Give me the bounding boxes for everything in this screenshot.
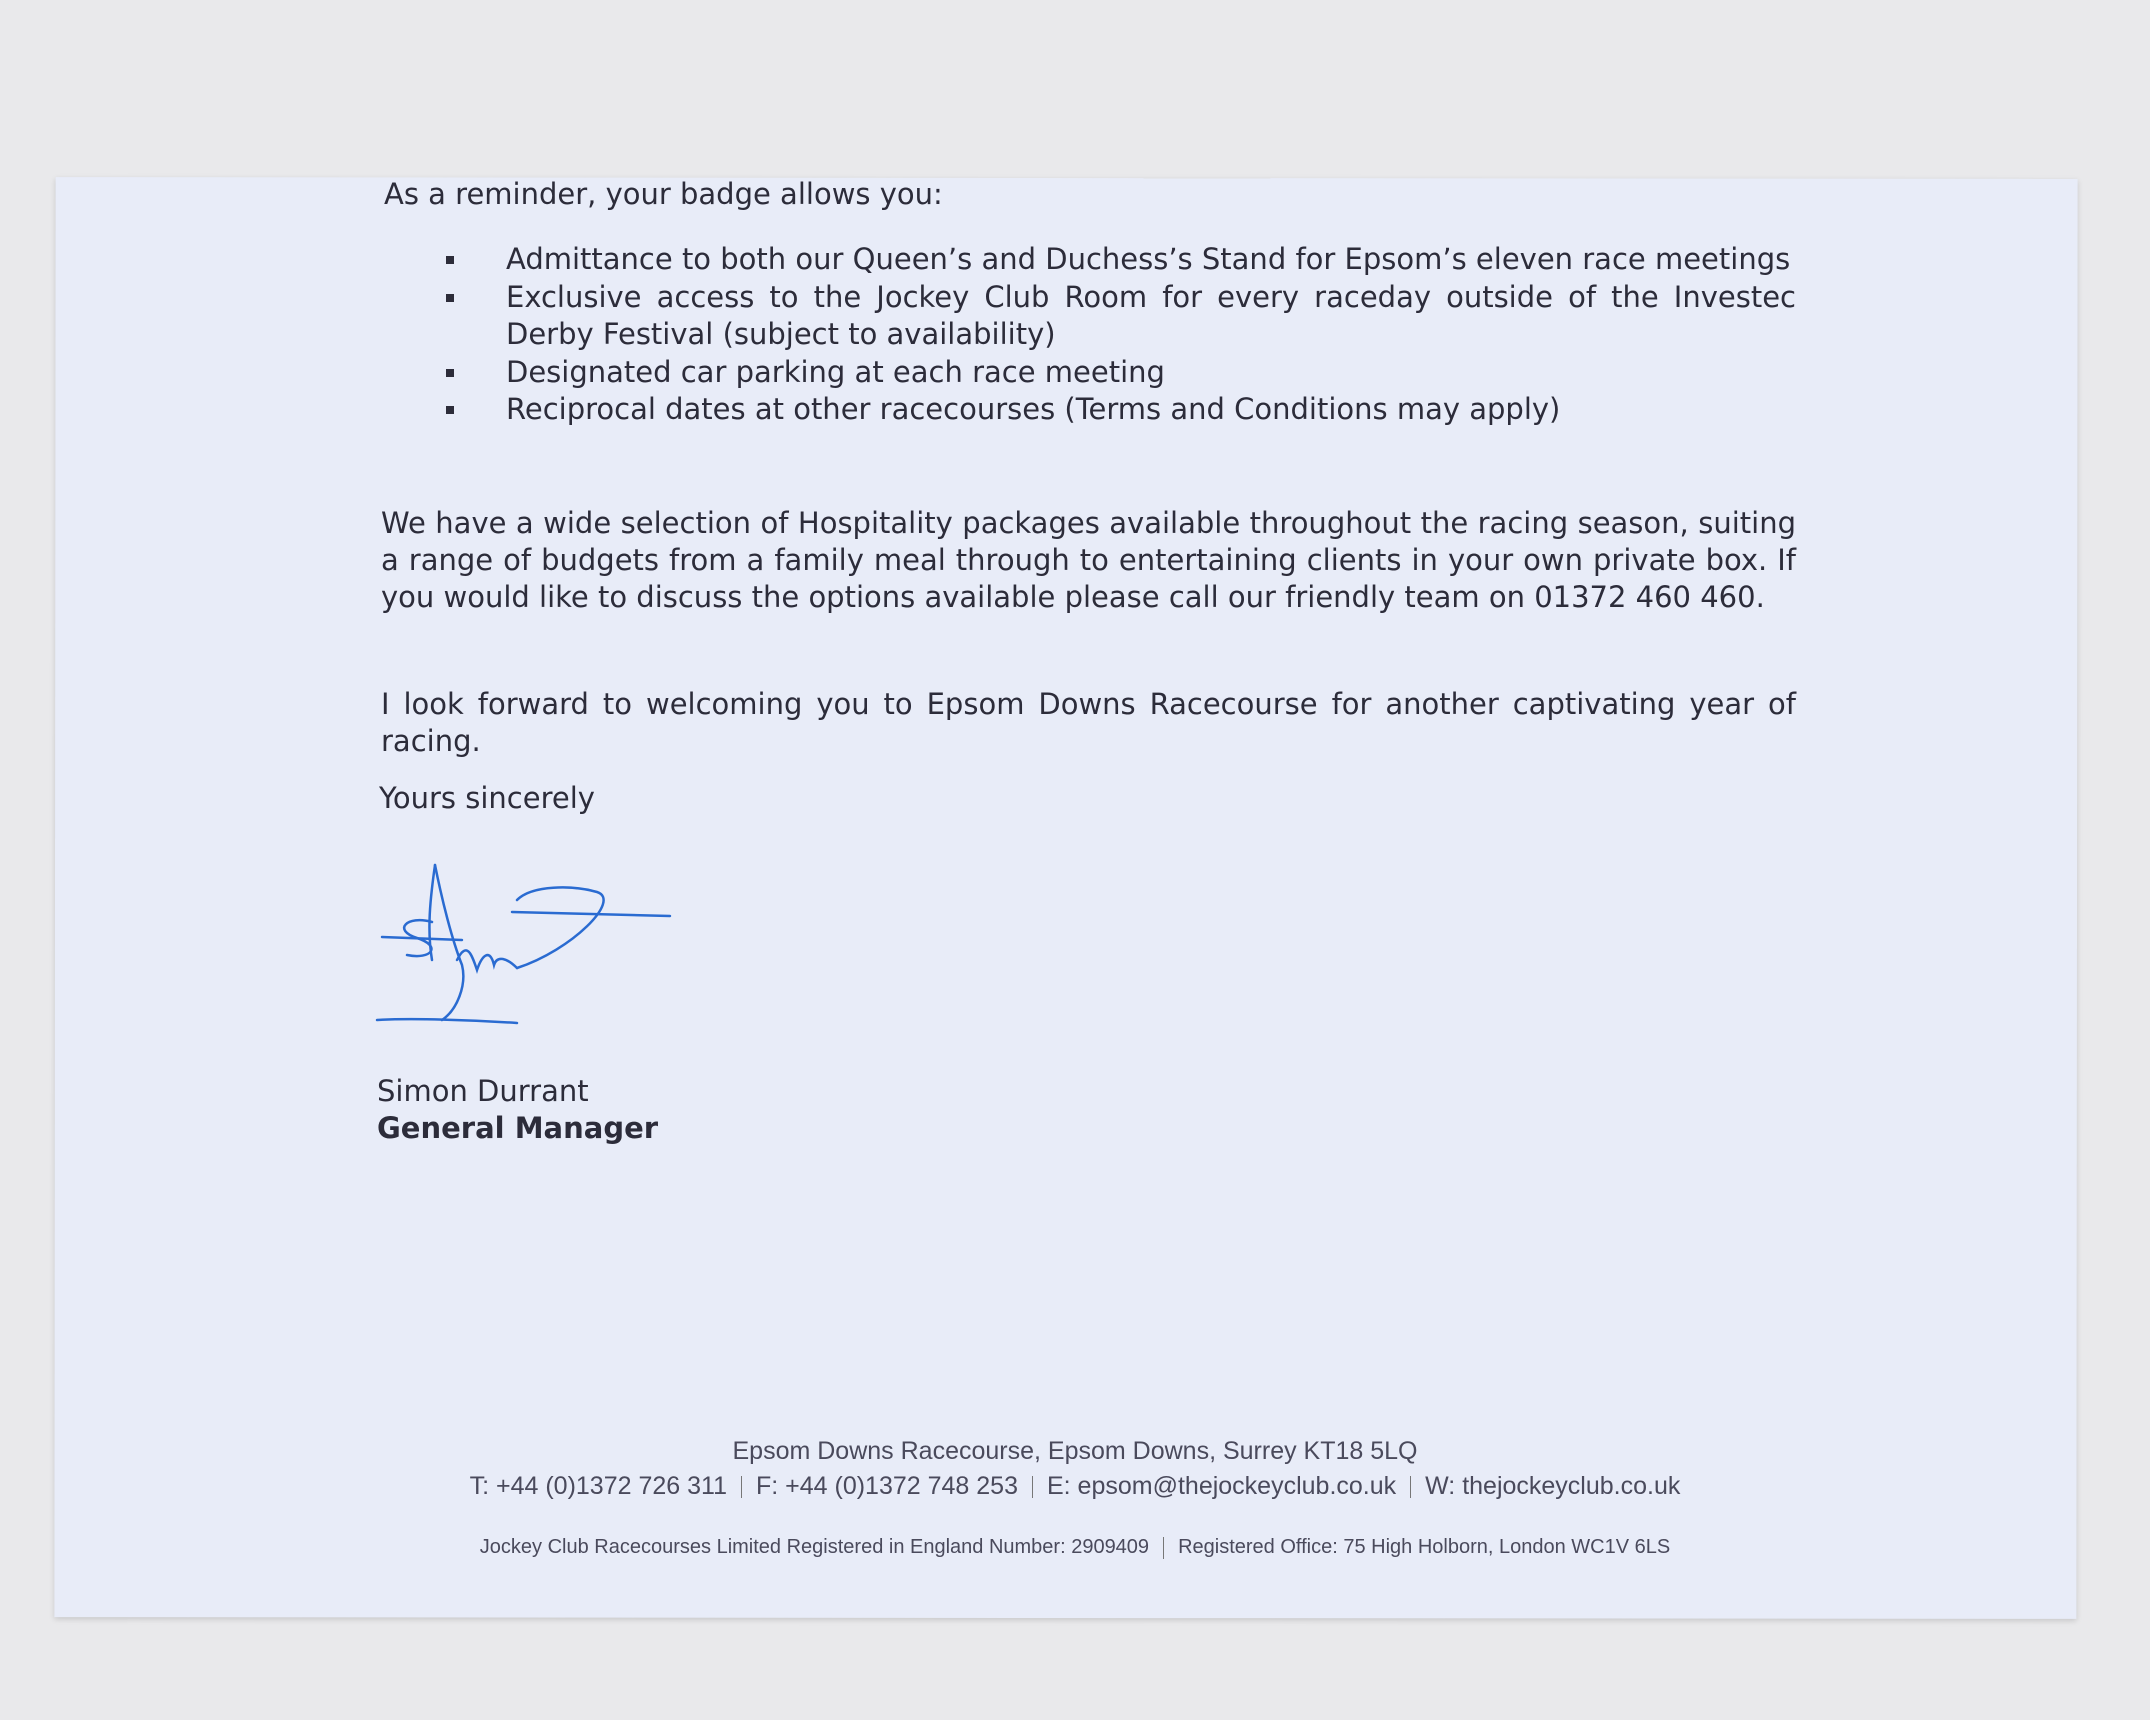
- benefit-item: [446, 241, 1796, 279]
- signatory-title: General Manager: [377, 1111, 659, 1145]
- closing-paragraph: I look forward to welcoming you to Epsom Downs Racecourse for another captivating year of racing.: [381, 687, 1796, 758]
- registered-office: Registered Office: 75 High Holborn, London WC1V 6LS: [1178, 1536, 1671, 1558]
- divider: [1163, 1537, 1164, 1559]
- divider: [1032, 1476, 1033, 1498]
- intro-text: As a reminder, your badge allows you:: [384, 177, 943, 211]
- signatory-name: Simon Durrant: [377, 1074, 589, 1108]
- divider: [1410, 1476, 1411, 1498]
- registration-number: Jockey Club Racecourses Limited Registered in England Number: 2909409: [479, 1536, 1150, 1558]
- benefit-text: Reciprocal dates at other racecourses (Terms and Conditions may apply): [506, 392, 1561, 426]
- benefit-text: Admittance to both our Queen’s and Duchess’s Stand for Epsom’s eleven race meetings: [506, 242, 1791, 276]
- benefits-list: [446, 241, 1796, 429]
- benefit-item: [446, 279, 1796, 354]
- footer-contacts: [0, 1472, 2150, 1501]
- bullet-icon: [446, 256, 454, 264]
- footer-address: Epsom Downs Racecourse, Epsom Downs, Surrey KT18 5LQ: [732, 1437, 1418, 1465]
- bullet-icon: [446, 369, 454, 377]
- benefit-item: [446, 391, 1796, 429]
- footer-registration: [0, 1536, 2150, 1559]
- handwritten-signature: [372, 860, 682, 1035]
- divider: [741, 1476, 742, 1498]
- bullet-icon: [446, 294, 454, 302]
- benefit-text: Designated car parking at each race meeting: [506, 354, 1165, 389]
- benefit-text: Exclusive access to the Jockey Club Room for every raceday outside of the Investec Derby Festival (subject to availability): [506, 279, 1796, 351]
- benefit-item: [446, 354, 1796, 392]
- footer-email: E: epsom@thejockeyclub.co.uk: [1046, 1472, 1397, 1500]
- sign-off: Yours sincerely: [379, 781, 595, 815]
- footer-fax: F: +44 (0)1372 748 253: [755, 1472, 1018, 1500]
- hospitality-paragraph: We have a wide selection of Hospitality packages available throughout the racing season, suiting a range of budgets from a family meal through to entertaining clients in your own private box. If you would like to discuss the options available please call our friendly team on 01372 460 460.: [381, 506, 1796, 614]
- footer-website: W: thejockeyclub.co.uk: [1425, 1472, 1681, 1500]
- footer-telephone: T: +44 (0)1372 726 311: [469, 1472, 727, 1500]
- bullet-icon: [446, 406, 454, 414]
